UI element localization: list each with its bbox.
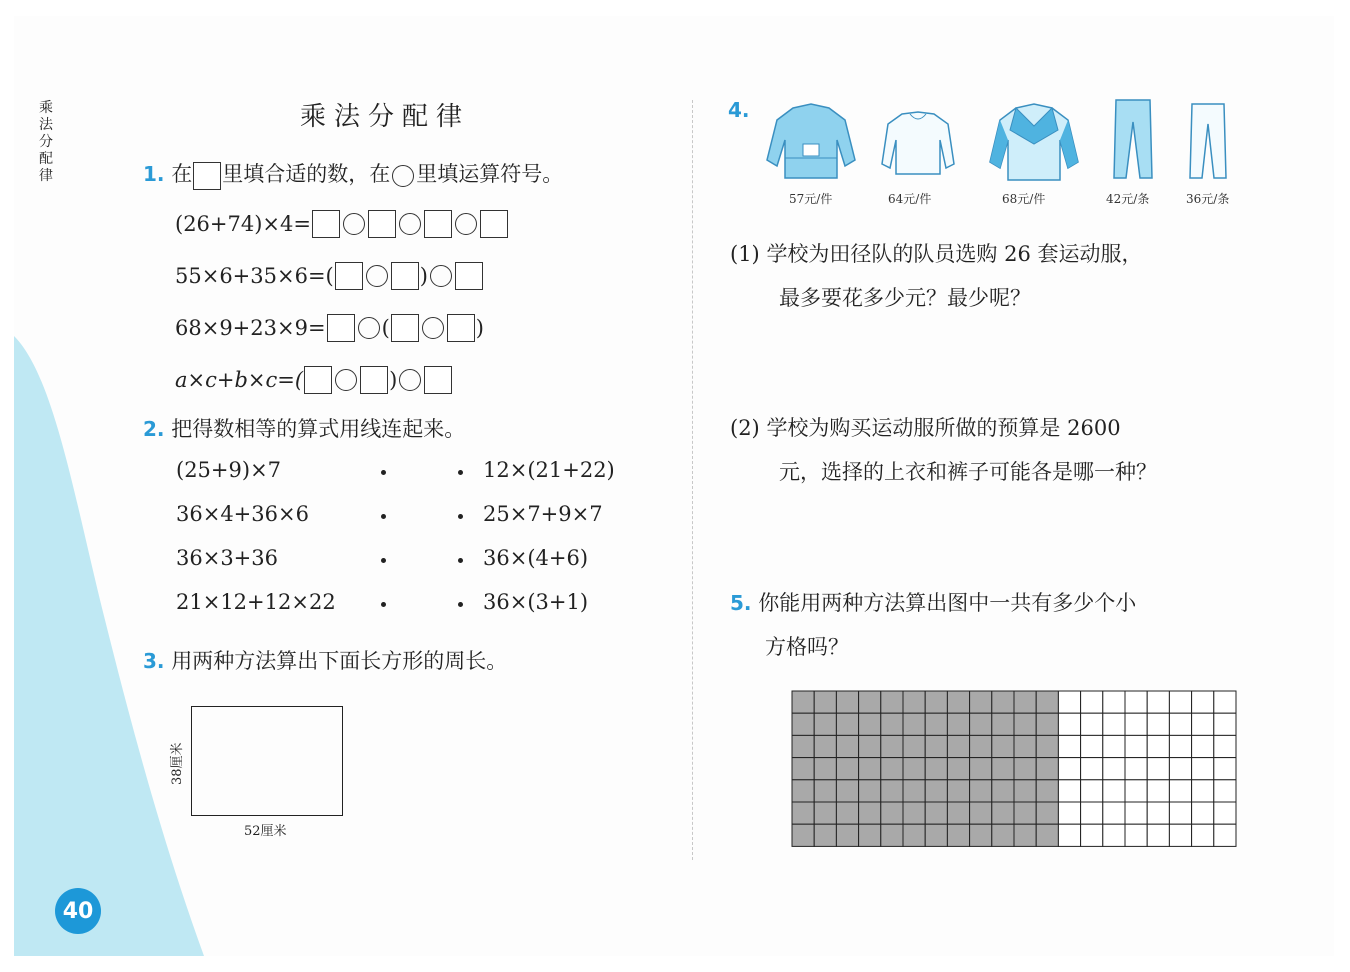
left-expression: 21×12+12×22 — [176, 590, 336, 614]
expression: 68×9+23×9= — [175, 316, 326, 340]
grid-cell-white — [1169, 758, 1191, 780]
grid-cell-white — [1125, 802, 1147, 824]
answer-box[interactable] — [312, 210, 340, 238]
grid-cell-white — [1125, 780, 1147, 802]
grid-cell-white — [1147, 758, 1169, 780]
grid-cell-shaded — [970, 758, 992, 780]
grid-cell-shaded — [836, 691, 858, 713]
grid-cell-shaded — [992, 691, 1014, 713]
grid-cell-shaded — [1014, 735, 1036, 757]
page-divider — [692, 100, 693, 860]
q4-sub1-line1 — [730, 238, 1143, 268]
grid-cell-white — [1081, 691, 1103, 713]
grid-cell-shaded — [1036, 780, 1058, 802]
grid-cell-shaded — [903, 758, 925, 780]
grid-cell-shaded — [881, 713, 903, 735]
grid-cell-white — [1125, 824, 1147, 846]
operator-circle[interactable] — [366, 265, 388, 287]
grid-cell-shaded — [925, 735, 947, 757]
grid-cell-shaded — [836, 735, 858, 757]
question-number: 5. — [730, 591, 752, 615]
grid-cell-white — [1103, 780, 1125, 802]
grid-cell-shaded — [947, 735, 969, 757]
grid-cell-shaded — [903, 824, 925, 846]
grid-cell-white — [1058, 735, 1080, 757]
q1-text-c: 里填运算符号。 — [416, 162, 564, 186]
grid-cell-shaded — [792, 713, 814, 735]
grid-cell-shaded — [792, 802, 814, 824]
grid-cell-white — [1081, 824, 1103, 846]
answer-box[interactable] — [335, 262, 363, 290]
grid-cell-shaded — [881, 802, 903, 824]
paren: ( — [381, 316, 390, 340]
right-expression: 25×7+9×7 — [483, 502, 603, 526]
match-dot-right[interactable] — [458, 558, 463, 563]
grid-cell-shaded — [970, 802, 992, 824]
answer-box[interactable] — [360, 366, 388, 394]
match-dot-left[interactable] — [381, 514, 386, 519]
q5-line2: 方格吗？ — [765, 635, 849, 659]
grid-cell-shaded — [1014, 713, 1036, 735]
left-expression: (25+9)×7 — [176, 458, 282, 482]
grid-cell-white — [1103, 758, 1125, 780]
grid-cell-shaded — [1036, 824, 1058, 846]
q2-text: 把得数相等的算式用线连起来。 — [171, 417, 466, 441]
page-number: 40 — [55, 888, 101, 934]
grid-cell-shaded — [947, 691, 969, 713]
answer-box[interactable] — [455, 262, 483, 290]
sub-text: 学校为田径队的队员选购 26 套运动服， — [766, 242, 1143, 266]
grid-cell-shaded — [859, 735, 881, 757]
answer-box[interactable] — [304, 366, 332, 394]
expression: a×c+b×c=( — [175, 368, 304, 392]
sub-number: (1) — [730, 242, 760, 266]
paren: ) — [389, 368, 398, 392]
grid-cell-shaded — [947, 713, 969, 735]
answer-box[interactable] — [447, 314, 475, 342]
grid-cell-white — [1192, 691, 1214, 713]
question-5 — [730, 587, 1136, 617]
grid-cell-shaded — [881, 758, 903, 780]
operator-circle[interactable] — [455, 213, 477, 235]
grid-cell-white — [1103, 802, 1125, 824]
question-number: 2. — [143, 417, 165, 441]
match-dot-left[interactable] — [381, 558, 386, 563]
grid-cell-white — [1147, 691, 1169, 713]
left-expression: 36×3+36 — [176, 546, 278, 570]
grid-cell-white — [1058, 758, 1080, 780]
grid-cell-white — [1081, 713, 1103, 735]
question-4 — [728, 98, 750, 122]
grid-cell-shaded — [792, 691, 814, 713]
side-chapter-label: 乘法分配律 — [39, 100, 53, 184]
price-shirt-white: 64元/件 — [888, 192, 932, 206]
operator-circle-icon — [392, 165, 414, 187]
grid-cell-shaded — [792, 758, 814, 780]
operator-circle[interactable] — [335, 369, 357, 391]
q4-sub2-line2: 元，选择的上衣和裤子可能各是哪一种？ — [779, 460, 1157, 484]
grid-cell-white — [1169, 802, 1191, 824]
q4-sub1-line2: 最多要花多少元？最少呢？ — [779, 286, 1031, 310]
grid-cell-shaded — [814, 713, 836, 735]
q3-text: 用两种方法算出下面长方形的周长。 — [171, 649, 508, 673]
grid-cell-white — [1125, 735, 1147, 757]
operator-circle[interactable] — [422, 317, 444, 339]
grid-cell-shaded — [814, 691, 836, 713]
grid-cell-shaded — [792, 824, 814, 846]
right-expression: 36×(4+6) — [483, 546, 589, 570]
grid-cell-white — [1214, 713, 1236, 735]
operator-circle[interactable] — [399, 369, 421, 391]
answer-box[interactable] — [327, 314, 355, 342]
sub-text: 学校为购买运动服所做的预算是 2600 — [766, 416, 1121, 440]
question-2 — [143, 413, 465, 443]
q1-text-a: 在 — [171, 162, 193, 186]
grid-cell-white — [1058, 802, 1080, 824]
grid-cell-shaded — [1014, 802, 1036, 824]
grid-cell-shaded — [1036, 691, 1058, 713]
grid-cell-white — [1058, 691, 1080, 713]
operator-circle[interactable] — [399, 213, 421, 235]
grid-cell-white — [1192, 735, 1214, 757]
grid-cell-white — [1103, 713, 1125, 735]
grid-cell-shaded — [1036, 735, 1058, 757]
grid-cell-shaded — [992, 780, 1014, 802]
grid-cell-shaded — [903, 802, 925, 824]
grid-cell-white — [1081, 758, 1103, 780]
grid-cell-white — [1214, 758, 1236, 780]
grid-cell-shaded — [1036, 713, 1058, 735]
grid-cell-shaded — [814, 780, 836, 802]
grid-cell-white — [1103, 824, 1125, 846]
grid-cell-shaded — [925, 713, 947, 735]
grid-cell-white — [1169, 691, 1191, 713]
answer-box[interactable] — [424, 366, 452, 394]
grid-cell-shaded — [814, 802, 836, 824]
paren: ) — [419, 264, 428, 288]
grid-cell-shaded — [925, 802, 947, 824]
grid-cell-white — [1169, 713, 1191, 735]
pants-blue-icon — [1112, 98, 1154, 182]
answer-box[interactable] — [424, 210, 452, 238]
grid-cell-shaded — [881, 824, 903, 846]
right-expression: 12×(21+22) — [483, 458, 615, 482]
grid-cell-shaded — [1014, 758, 1036, 780]
price-jacket-blue: 57元/件 — [789, 192, 833, 206]
sub-number: (2) — [730, 416, 760, 440]
grid-cell-shaded — [859, 802, 881, 824]
grid-cell-shaded — [1036, 758, 1058, 780]
grid-cell-white — [1058, 780, 1080, 802]
q5-line1: 你能用两种方法算出图中一共有多少个小 — [758, 591, 1137, 615]
grid-cell-shaded — [992, 758, 1014, 780]
grid-cell-shaded — [903, 691, 925, 713]
grid-cell-shaded — [970, 780, 992, 802]
q1-row-1 — [175, 210, 509, 238]
grid-cell-shaded — [859, 824, 881, 846]
grid-cell-shaded — [1014, 824, 1036, 846]
grid-cell-white — [1214, 802, 1236, 824]
grid-cell-shaded — [925, 780, 947, 802]
grid-cell-shaded — [947, 758, 969, 780]
page-title: 乘法分配律 — [300, 102, 471, 132]
grid-cell-white — [1192, 713, 1214, 735]
grid-cell-shaded — [859, 691, 881, 713]
grid-cell-white — [1192, 780, 1214, 802]
grid-cell-shaded — [925, 758, 947, 780]
operator-circle[interactable] — [343, 213, 365, 235]
match-dot-right[interactable] — [458, 514, 463, 519]
right-expression: 36×(3+1) — [483, 590, 589, 614]
grid-cell-shaded — [947, 824, 969, 846]
shirt-white-icon — [880, 108, 956, 178]
square-grid — [791, 690, 1239, 848]
grid-cell-shaded — [970, 824, 992, 846]
grid-cell-white — [1147, 735, 1169, 757]
grid-cell-shaded — [792, 735, 814, 757]
grid-cell-shaded — [947, 802, 969, 824]
grid-cell-white — [1147, 802, 1169, 824]
grid-cell-shaded — [970, 691, 992, 713]
grid-cell-shaded — [836, 802, 858, 824]
grid-cell-shaded — [992, 824, 1014, 846]
answer-box[interactable] — [391, 314, 419, 342]
grid-cell-shaded — [814, 824, 836, 846]
paren: ) — [475, 316, 484, 340]
question-number: 1. — [143, 162, 165, 186]
grid-cell-shaded — [992, 713, 1014, 735]
grid-cell-shaded — [859, 713, 881, 735]
grid-cell-white — [1214, 824, 1236, 846]
grid-cell-shaded — [947, 780, 969, 802]
grid-cell-white — [1125, 691, 1147, 713]
grid-cell-shaded — [903, 713, 925, 735]
operator-circle[interactable] — [430, 265, 452, 287]
jacket-two-tone-icon — [988, 100, 1080, 182]
grid-cell-shaded — [881, 691, 903, 713]
grid-cell-white — [1147, 824, 1169, 846]
grid-cell-white — [1214, 691, 1236, 713]
expression: (26+74)×4= — [175, 212, 311, 236]
match-dot-left[interactable] — [381, 470, 386, 475]
grid-cell-shaded — [859, 758, 881, 780]
rect-height-label: 38厘米 — [170, 742, 185, 785]
grid-cell-shaded — [881, 780, 903, 802]
grid-cell-white — [1103, 691, 1125, 713]
q1-text-b: 里填合适的数，在 — [222, 162, 391, 186]
grid-cell-shaded — [970, 735, 992, 757]
answer-box[interactable] — [480, 210, 508, 238]
answer-box-icon — [193, 162, 221, 190]
grid-cell-shaded — [814, 735, 836, 757]
left-expression: 36×4+36×6 — [176, 502, 309, 526]
expression: 55×6+35×6=( — [175, 264, 334, 288]
grid-cell-white — [1147, 713, 1169, 735]
grid-cell-white — [1081, 802, 1103, 824]
grid-cell-white — [1058, 713, 1080, 735]
grid-cell-shaded — [1036, 802, 1058, 824]
question-3 — [143, 645, 507, 675]
price-jacket-two-tone: 68元/件 — [1002, 192, 1046, 206]
grid-cell-shaded — [1014, 691, 1036, 713]
question-1 — [143, 158, 563, 190]
grid-cell-white — [1081, 780, 1103, 802]
grid-cell-shaded — [903, 735, 925, 757]
grid-cell-shaded — [925, 824, 947, 846]
match-dot-right[interactable] — [458, 470, 463, 475]
grid-cell-shaded — [1014, 780, 1036, 802]
grid-cell-white — [1147, 780, 1169, 802]
grid-cell-shaded — [814, 758, 836, 780]
q1-row-4 — [175, 366, 453, 394]
grid-cell-white — [1169, 735, 1191, 757]
operator-circle[interactable] — [358, 317, 380, 339]
grid-cell-white — [1103, 735, 1125, 757]
grid-cell-shaded — [836, 713, 858, 735]
grid-cell-shaded — [970, 713, 992, 735]
grid-cell-white — [1214, 735, 1236, 757]
grid-cell-white — [1081, 735, 1103, 757]
match-dot-right[interactable] — [458, 602, 463, 607]
grid-cell-shaded — [992, 802, 1014, 824]
grid-cell-white — [1058, 824, 1080, 846]
question-number: 3. — [143, 649, 165, 673]
answer-box[interactable] — [391, 262, 419, 290]
q1-row-2 — [175, 262, 484, 290]
match-dot-left[interactable] — [381, 602, 386, 607]
grid-cell-shaded — [792, 780, 814, 802]
grid-cell-shaded — [836, 780, 858, 802]
grid-cell-white — [1192, 824, 1214, 846]
rect-width-label: 52厘米 — [244, 824, 287, 839]
price-pants-white: 36元/条 — [1186, 192, 1230, 206]
q1-row-3 — [175, 314, 484, 342]
grid-cell-shaded — [992, 735, 1014, 757]
grid-cell-white — [1125, 758, 1147, 780]
grid-cell-white — [1214, 780, 1236, 802]
grid-cell-shaded — [925, 691, 947, 713]
q4-sub2-line1 — [730, 412, 1121, 442]
grid-cell-shaded — [881, 735, 903, 757]
grid-cell-white — [1169, 824, 1191, 846]
grid-cell-shaded — [836, 758, 858, 780]
rectangle-figure — [191, 706, 343, 816]
grid-cell-white — [1192, 802, 1214, 824]
answer-box[interactable] — [368, 210, 396, 238]
pants-white-icon — [1188, 102, 1228, 182]
jacket-blue-icon — [765, 100, 857, 180]
grid-cell-white — [1125, 713, 1147, 735]
question-number: 4. — [728, 98, 750, 122]
grid-cell-white — [1169, 780, 1191, 802]
grid-cell-shaded — [836, 824, 858, 846]
grid-cell-white — [1192, 758, 1214, 780]
grid-cell-shaded — [859, 780, 881, 802]
price-pants-blue: 42元/条 — [1106, 192, 1150, 206]
grid-cell-shaded — [903, 780, 925, 802]
